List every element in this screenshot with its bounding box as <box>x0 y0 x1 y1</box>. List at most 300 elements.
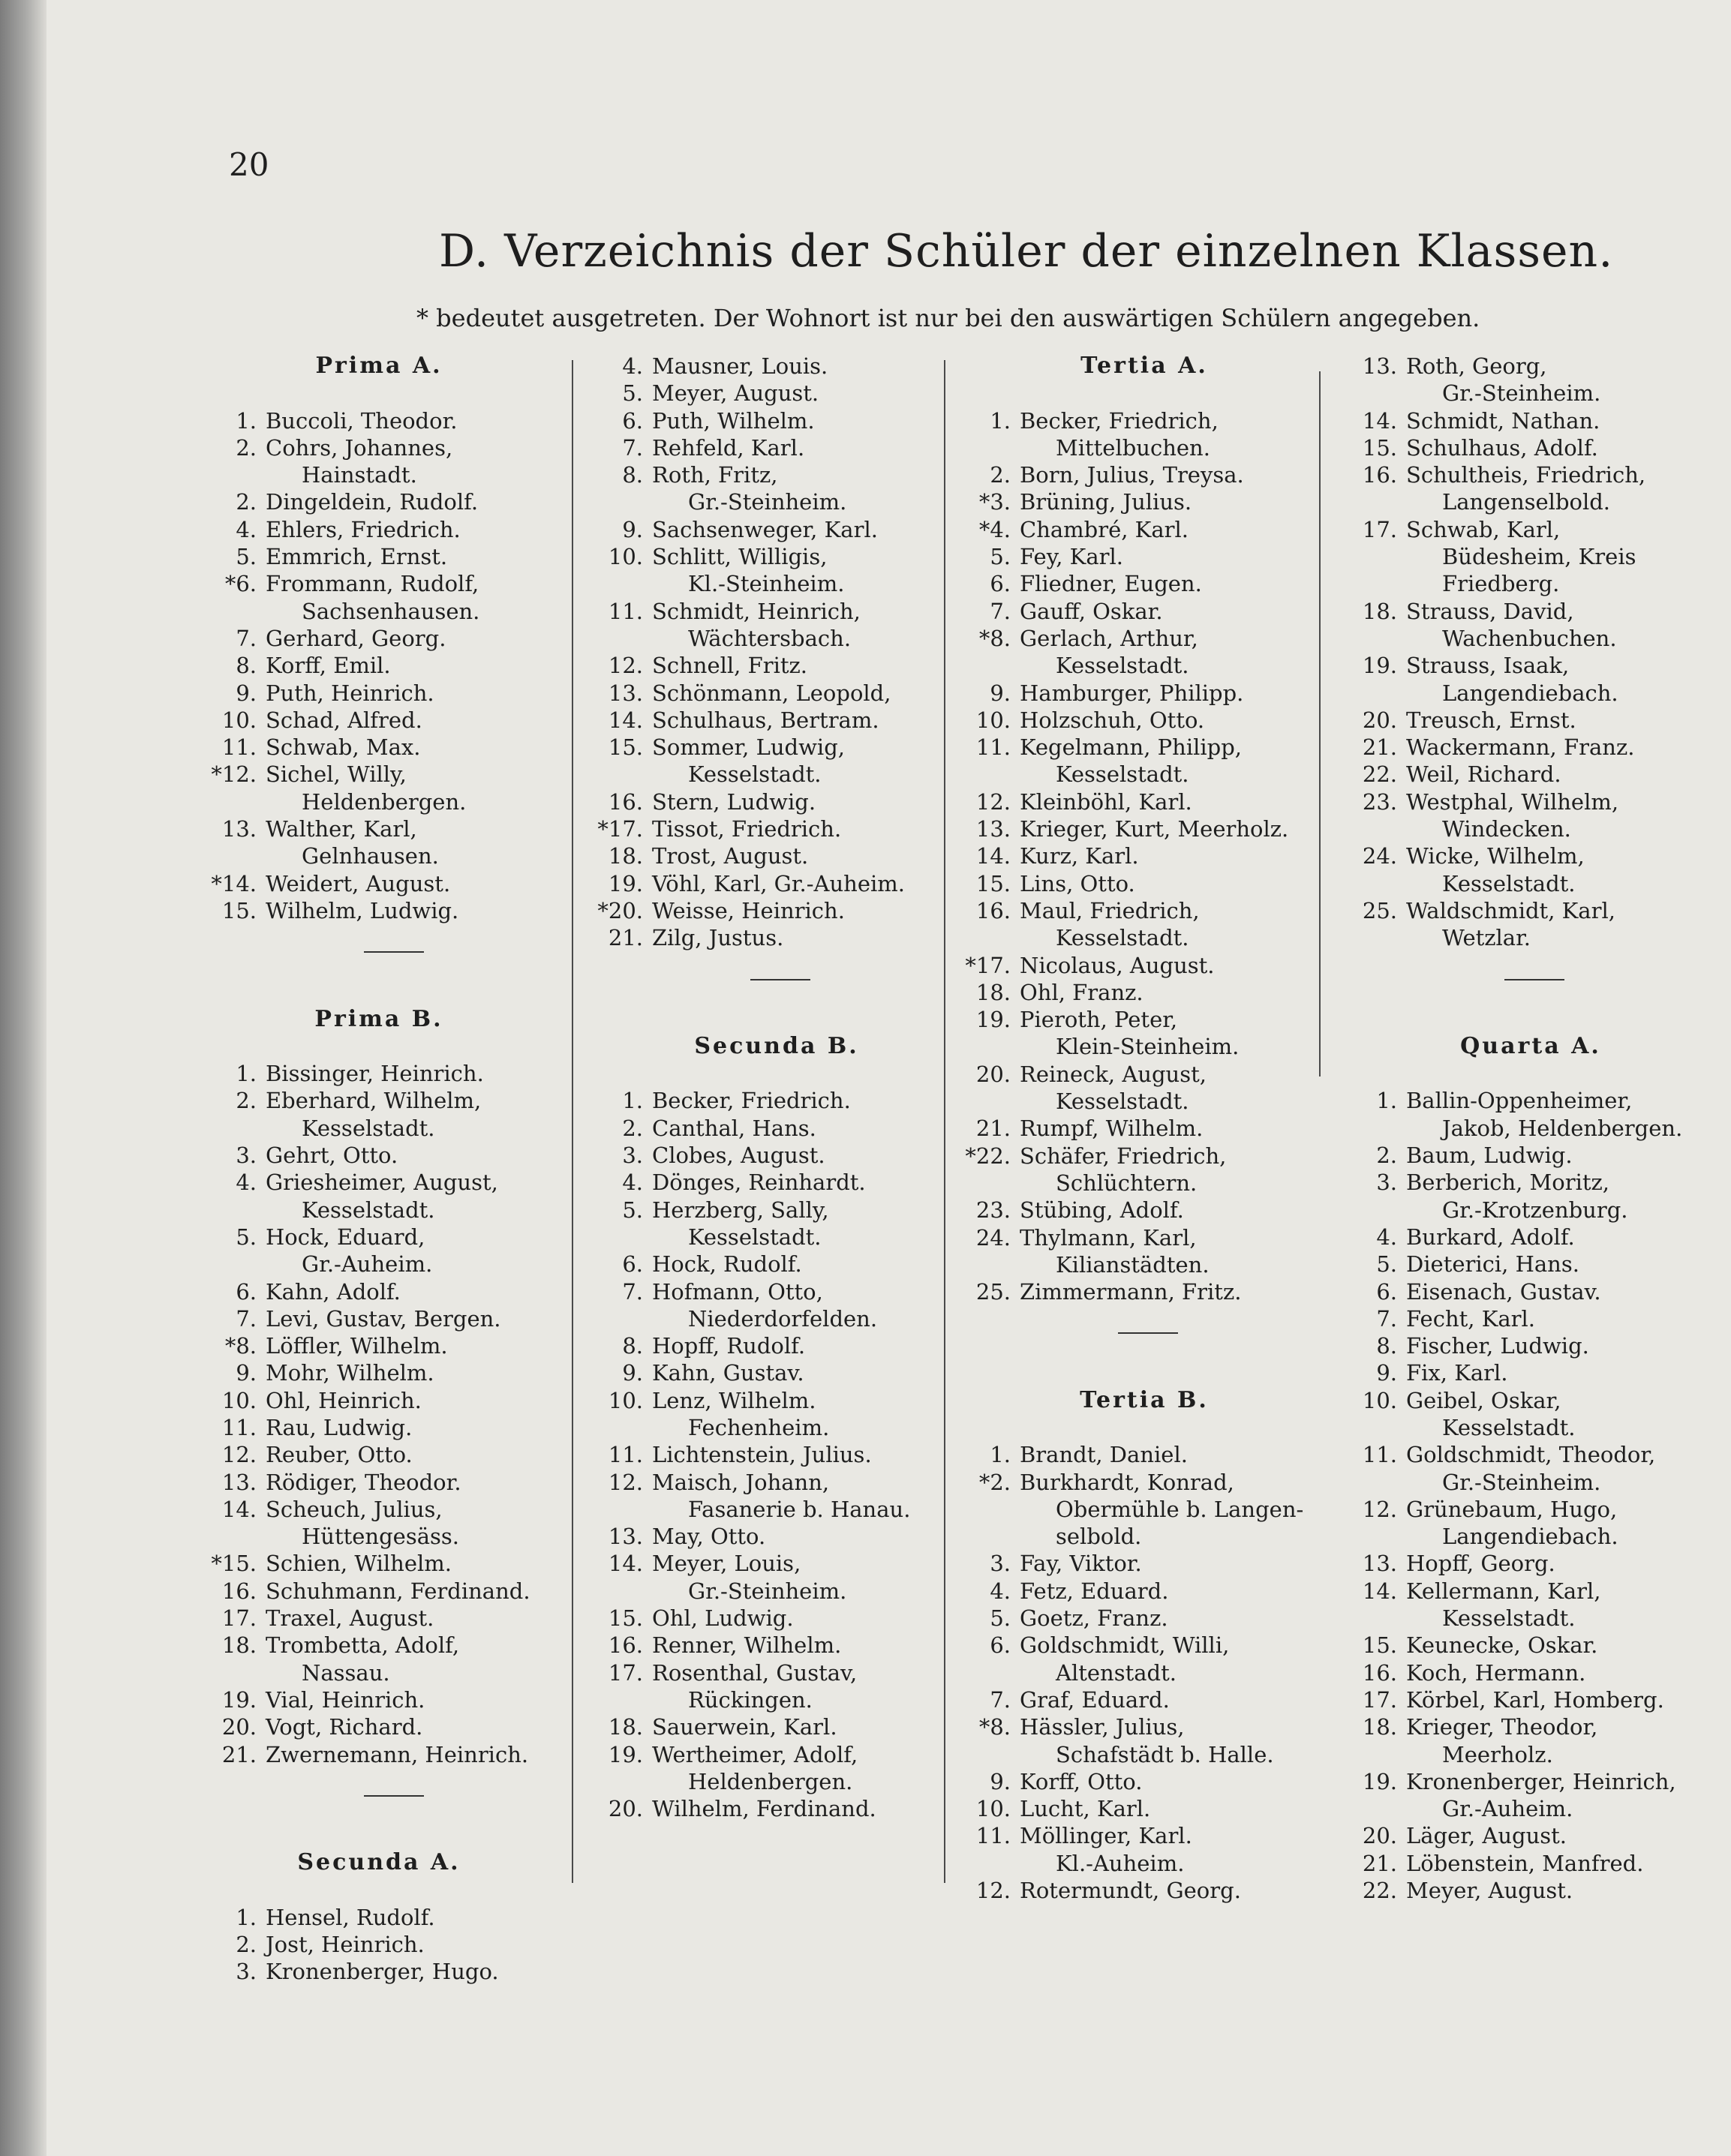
student-name: Gerhard, Georg. <box>266 625 446 651</box>
student-entry <box>203 543 555 570</box>
student-number: *8. <box>224 1333 257 1359</box>
student-number: 12. <box>975 788 1011 815</box>
student-number: 10. <box>975 1796 1011 1822</box>
student-number: *17. <box>597 816 643 842</box>
student-number: 11. <box>608 598 643 624</box>
student-entry <box>203 1060 555 1087</box>
student-name: Strauss, David, <box>1406 598 1574 624</box>
student-number: 21. <box>1362 734 1397 761</box>
student-residence: Kesselstadt. <box>1056 925 1189 951</box>
student-number: 1. <box>990 1442 1011 1468</box>
student-number: 1. <box>236 1904 257 1930</box>
student-residence: Sachsenhausen. <box>302 598 480 624</box>
student-entry <box>957 1632 1309 1686</box>
student-name: Rosenthal, Gustav, <box>652 1659 858 1686</box>
student-name: Reineck, August, <box>1020 1061 1207 1087</box>
student-residence: Nassau. <box>302 1659 390 1686</box>
student-number: 9. <box>622 516 643 542</box>
student-number: 10. <box>221 707 257 733</box>
student-entry <box>203 1931 555 1958</box>
student-entry <box>957 979 1309 1006</box>
student-number: 19. <box>1362 653 1397 679</box>
student-residence: Kilianstädten. <box>1056 1251 1210 1278</box>
student-entry <box>203 652 555 679</box>
student-entry <box>957 1006 1309 1061</box>
student-name: Vöhl, Karl, Gr.-Auheim. <box>652 870 905 896</box>
student-name: Puth, Wilhelm. <box>652 407 815 434</box>
student-number: 13. <box>608 680 643 706</box>
student-number: 9. <box>990 1768 1011 1794</box>
column-3 <box>957 353 1309 1904</box>
student-name: Thylmann, Karl, <box>1020 1224 1197 1251</box>
student-entry <box>589 1278 942 1333</box>
column-separator <box>944 360 945 1883</box>
student-residence: Langendiebach. <box>1442 680 1618 706</box>
student-number: 4. <box>236 1170 257 1196</box>
student-name: Rau, Ludwig. <box>266 1414 413 1440</box>
column-separator <box>572 360 573 1883</box>
student-entry <box>203 1305 555 1332</box>
student-name: Jost, Heinrich. <box>266 1932 425 1958</box>
student-residence: Obermühle b. Langen- <box>1056 1496 1304 1522</box>
student-entry <box>957 1605 1309 1632</box>
student-number: 1. <box>1376 1088 1397 1114</box>
student-name: Fecht, Karl. <box>1406 1305 1536 1332</box>
student-residence: Hainstadt. <box>302 462 417 488</box>
student-name: Maisch, Johann, <box>652 1469 830 1495</box>
student-name: Vial, Heinrich. <box>266 1686 425 1713</box>
class-section <box>203 1849 555 1985</box>
student-entry <box>957 488 1309 515</box>
student-name: Hässler, Julius, <box>1020 1714 1185 1740</box>
student-number: 18. <box>608 843 643 869</box>
student-entry <box>1343 1550 1696 1577</box>
student-name: Weil, Richard. <box>1406 761 1561 788</box>
student-number: 13. <box>1362 353 1397 379</box>
student-entry <box>589 434 942 461</box>
class-heading: Prima B. <box>314 1005 443 1032</box>
student-name: Strauss, Isaak, <box>1406 653 1570 679</box>
student-number: 1. <box>236 407 257 434</box>
student-residence: Gr.-Auheim. <box>1442 1796 1573 1822</box>
student-entry <box>203 761 555 815</box>
student-name: Dönges, Reinhardt. <box>652 1170 866 1196</box>
student-entry <box>957 1224 1309 1279</box>
student-name: Traxel, August. <box>266 1605 434 1632</box>
student-number: 13. <box>1362 1551 1397 1577</box>
student-entry <box>957 1686 1309 1713</box>
student-entry <box>589 870 942 897</box>
student-entry <box>589 516 942 543</box>
student-name: Körbel, Karl, Homberg. <box>1406 1686 1664 1713</box>
student-entry <box>957 952 1309 979</box>
student-entry <box>1343 1632 1696 1659</box>
student-name: Goldschmidt, Theodor, <box>1406 1442 1656 1468</box>
student-residence: Wächtersbach. <box>688 625 852 651</box>
column-separator <box>1319 371 1321 1076</box>
section-divider <box>589 965 942 992</box>
student-name: Gauff, Oskar. <box>1020 598 1163 624</box>
student-name: Puth, Heinrich. <box>266 680 434 706</box>
student-number: 16. <box>608 1632 643 1659</box>
student-name: Meyer, August. <box>652 380 819 407</box>
student-number: 2. <box>236 434 257 461</box>
student-entry <box>203 1605 555 1632</box>
section-divider <box>957 1319 1309 1346</box>
student-number: 20. <box>1362 1823 1397 1849</box>
student-number: 1. <box>990 407 1011 434</box>
student-residence: Gelnhausen. <box>302 843 439 869</box>
student-name: Berberich, Moritz, <box>1406 1170 1609 1196</box>
student-number: 21. <box>1362 1850 1397 1876</box>
student-residence: Gr.-Krotzenburg. <box>1442 1197 1628 1223</box>
student-residence: Kesselstadt. <box>1442 1605 1576 1632</box>
page-subtitle: * bedeutet ausgetreten. Der Wohnort ist nur bei den auswärtigen Schülern angegeben. <box>416 304 1480 332</box>
student-name: Meyer, August. <box>1406 1878 1573 1904</box>
student-number: 2. <box>1376 1143 1397 1169</box>
student-name: Rödiger, Theodor. <box>266 1469 461 1495</box>
student-name: Schulhaus, Adolf. <box>1406 434 1598 461</box>
student-entry <box>1343 516 1696 598</box>
student-residence: Klein-Steinheim. <box>1056 1034 1240 1060</box>
student-name: Sauerwein, Karl. <box>652 1714 837 1740</box>
student-entry <box>1343 1877 1696 1904</box>
student-residence: Schlüchtern. <box>1056 1170 1198 1196</box>
student-name: Schwab, Max. <box>266 734 421 761</box>
student-entry <box>957 870 1309 897</box>
scan-edge <box>0 0 47 2156</box>
student-entry <box>589 1115 942 1142</box>
student-entry <box>957 625 1309 680</box>
student-name: Baum, Ludwig. <box>1406 1143 1573 1169</box>
student-entry <box>1343 652 1696 707</box>
student-number: 8. <box>1376 1333 1397 1359</box>
student-entry <box>589 407 942 434</box>
section-divider <box>203 938 555 965</box>
student-number: 4. <box>1376 1224 1397 1250</box>
student-name: Hopff, Georg. <box>1406 1551 1555 1577</box>
student-entry <box>1343 1169 1696 1224</box>
student-name: Cohrs, Johannes, <box>266 434 453 461</box>
student-number: 5. <box>622 380 643 407</box>
class-heading: Secunda A. <box>297 1849 461 1876</box>
student-entry <box>957 842 1309 869</box>
student-entry <box>957 1441 1309 1468</box>
student-name: Kronenberger, Hugo. <box>266 1959 499 1985</box>
student-number: 19. <box>1362 1768 1397 1794</box>
student-name: Becker, Friedrich, <box>1020 407 1219 434</box>
student-entry <box>203 870 555 897</box>
student-entry <box>203 407 555 434</box>
student-entry <box>1343 1278 1696 1305</box>
student-entry <box>589 1659 942 1714</box>
student-number: 25. <box>1362 897 1397 923</box>
student-number: 2. <box>236 1932 257 1958</box>
student-entry <box>203 734 555 761</box>
student-residence: Kesselstadt. <box>688 1224 822 1250</box>
student-entry <box>589 1469 942 1524</box>
student-entry <box>589 1087 942 1114</box>
student-residence: Kesselstadt. <box>302 1115 435 1141</box>
student-entry <box>1343 1387 1696 1442</box>
student-name: Westphal, Wilhelm, <box>1406 788 1619 815</box>
student-number: 7. <box>622 1278 643 1305</box>
student-residence: Gr.-Steinheim. <box>1442 380 1601 407</box>
student-entry <box>203 1904 555 1931</box>
class-heading: Quarta A. <box>1460 1032 1601 1059</box>
student-name: Korff, Emil. <box>266 653 391 679</box>
student-number: 16. <box>608 788 643 815</box>
student-number: 13. <box>221 1469 257 1495</box>
student-number: 10. <box>608 544 643 570</box>
student-residence: Heldenbergen. <box>688 1768 853 1794</box>
student-name: Goetz, Franz. <box>1020 1605 1168 1632</box>
student-entry <box>203 1578 555 1605</box>
student-number: 9. <box>236 1360 257 1386</box>
student-name: Stern, Ludwig. <box>652 788 816 815</box>
student-name: Holzschuh, Otto. <box>1020 707 1205 733</box>
student-name: Dingeldein, Rudolf. <box>266 489 479 515</box>
student-number: 18. <box>608 1714 643 1740</box>
student-entry <box>1343 1822 1696 1849</box>
student-name: Löbenstein, Manfred. <box>1406 1850 1644 1876</box>
student-entry <box>589 1605 942 1632</box>
class-section <box>957 1387 1309 1905</box>
student-name: Sichel, Willy, <box>266 761 407 788</box>
student-residence: Heldenbergen. <box>302 788 467 815</box>
student-entry <box>203 707 555 734</box>
student-name: Rehfeld, Karl. <box>652 434 805 461</box>
student-entry <box>957 897 1309 952</box>
student-name: Hofmann, Otto, <box>652 1278 823 1305</box>
student-entry <box>203 1686 555 1713</box>
student-number: 11. <box>221 734 257 761</box>
student-entry <box>957 707 1309 734</box>
student-entry <box>203 1332 555 1359</box>
student-entry <box>203 1632 555 1686</box>
student-name: Möllinger, Karl. <box>1020 1823 1192 1849</box>
student-residence: Kl.-Steinheim. <box>688 571 845 597</box>
student-entry <box>589 924 942 951</box>
class-section <box>589 1033 942 1823</box>
student-entry <box>1343 1087 1696 1142</box>
student-number: 7. <box>990 1686 1011 1713</box>
student-entry <box>957 1578 1309 1605</box>
student-entry <box>589 1169 942 1196</box>
student-entry <box>957 570 1309 597</box>
student-name: Burkard, Adolf. <box>1406 1224 1575 1250</box>
student-name: Lichtenstein, Julius. <box>652 1442 872 1468</box>
student-residence: Kesselstadt. <box>1056 1089 1189 1115</box>
class-section <box>1343 1033 1696 1905</box>
class-heading: Tertia B. <box>1080 1386 1209 1413</box>
student-number: 21. <box>608 925 643 951</box>
student-name: Kronenberger, Heinrich, <box>1406 1768 1676 1794</box>
student-entry <box>957 1278 1309 1305</box>
student-residence: Wachenbuchen. <box>1442 625 1617 651</box>
student-name: Dieterici, Hans. <box>1406 1251 1579 1278</box>
student-number: *6. <box>224 571 257 597</box>
student-residence: Windecken. <box>1442 816 1571 842</box>
student-name: Kleinböhl, Karl. <box>1020 788 1192 815</box>
student-number: 19. <box>221 1686 257 1713</box>
student-name: Lins, Otto. <box>1020 870 1135 896</box>
student-name: Keunecke, Oskar. <box>1406 1632 1598 1659</box>
student-name: Scheuch, Julius, <box>266 1496 443 1522</box>
student-number: *8. <box>978 625 1011 651</box>
student-name: Kurz, Karl. <box>1020 843 1139 869</box>
student-entry <box>957 1713 1309 1768</box>
student-number: 12. <box>1362 1496 1397 1522</box>
student-entry <box>589 815 942 842</box>
student-number: 6. <box>990 1632 1011 1659</box>
student-name: Hock, Rudolf. <box>652 1251 802 1278</box>
student-name: Kellermann, Karl, <box>1406 1578 1601 1604</box>
student-number: 5. <box>236 1224 257 1250</box>
student-name: Buccoli, Theodor. <box>266 407 458 434</box>
student-name: Wicke, Wilhelm, <box>1406 843 1585 869</box>
student-name: Gerlach, Arthur, <box>1020 625 1198 651</box>
class-heading: Tertia A. <box>1080 353 1208 379</box>
student-name: Becker, Friedrich. <box>652 1088 851 1114</box>
student-number: 6. <box>236 1278 257 1305</box>
student-name: Schultheis, Friedrich, <box>1406 462 1646 488</box>
student-entry <box>957 1143 1309 1197</box>
student-number: 20. <box>1362 707 1397 733</box>
student-entry <box>957 516 1309 543</box>
student-entry <box>1343 598 1696 653</box>
student-number: 5. <box>1376 1251 1397 1278</box>
student-number: 10. <box>608 1387 643 1413</box>
student-entry <box>589 652 942 679</box>
student-residence: Kesselstadt. <box>688 761 822 788</box>
student-residence: Fasanerie b. Hanau. <box>688 1496 911 1522</box>
student-name: Canthal, Hans. <box>652 1115 816 1141</box>
student-entry <box>203 488 555 515</box>
student-number: 16. <box>1362 1659 1397 1686</box>
student-name: Hopff, Rudolf. <box>652 1333 806 1359</box>
student-number: 13. <box>608 1524 643 1550</box>
student-name: Goldschmidt, Willi, <box>1020 1632 1230 1659</box>
section-divider <box>1343 965 1696 992</box>
student-number: 17. <box>1362 1686 1397 1713</box>
student-number: 24. <box>1362 843 1397 869</box>
page-number: 20 <box>229 146 269 183</box>
student-name: Nicolaus, August. <box>1020 952 1215 978</box>
student-number: 12. <box>608 1469 643 1495</box>
student-entry <box>203 1741 555 1768</box>
student-number: 7. <box>990 598 1011 624</box>
student-name: Schad, Alfred. <box>266 707 422 733</box>
student-entry <box>203 1713 555 1740</box>
student-number: 2. <box>990 462 1011 488</box>
student-name: Wackermann, Franz. <box>1406 734 1635 761</box>
student-entry <box>1343 1359 1696 1386</box>
student-entry <box>589 1550 942 1605</box>
student-number: 11. <box>975 1823 1011 1849</box>
student-entry <box>1343 707 1696 734</box>
page-title: D. Verzeichnis der Schüler der einzelnen Klassen. <box>439 225 1614 278</box>
student-name: Sommer, Ludwig, <box>652 734 845 761</box>
student-entry <box>957 543 1309 570</box>
student-entry <box>957 815 1309 842</box>
student-entry <box>1343 1441 1696 1496</box>
student-entry <box>1343 1251 1696 1278</box>
student-number: 6. <box>622 407 643 434</box>
student-name: Rotermundt, Georg. <box>1020 1878 1241 1904</box>
class-section <box>1343 353 1696 952</box>
student-name: Fetz, Eduard. <box>1020 1578 1169 1604</box>
student-number: 5. <box>622 1197 643 1223</box>
student-entry <box>1343 434 1696 461</box>
student-name: Emmrich, Ernst. <box>266 544 448 570</box>
student-number: 24. <box>975 1224 1011 1251</box>
student-name: Schäfer, Friedrich, <box>1020 1143 1227 1169</box>
student-residence: Kesselstadt. <box>302 1197 435 1223</box>
student-number: *8. <box>978 1714 1011 1740</box>
student-name: Mausner, Louis. <box>652 353 828 379</box>
student-residence: Gr.-Steinheim. <box>1442 1469 1601 1495</box>
student-residence: Schafstädt b. Halle. <box>1056 1741 1274 1767</box>
student-entry <box>1343 761 1696 788</box>
student-entry <box>1343 842 1696 897</box>
student-residence: Wetzlar. <box>1442 925 1531 951</box>
student-entry <box>203 570 555 625</box>
student-name: Frommann, Rudolf, <box>266 571 479 597</box>
student-entry <box>1343 1224 1696 1251</box>
student-name: Ohl, Ludwig. <box>652 1605 794 1632</box>
student-entry <box>1343 1850 1696 1877</box>
student-name: Wilhelm, Ludwig. <box>266 897 459 923</box>
student-number: 19. <box>608 1741 643 1767</box>
student-residence: Meerholz. <box>1442 1741 1553 1767</box>
student-number: 11. <box>975 734 1011 761</box>
student-residence: Kesselstadt. <box>1442 1414 1576 1440</box>
student-entry <box>1343 734 1696 761</box>
student-entry <box>589 380 942 407</box>
student-number: 4. <box>990 1578 1011 1604</box>
student-name: Schmidt, Nathan. <box>1406 407 1600 434</box>
student-entry <box>957 788 1309 815</box>
student-name: Pieroth, Peter, <box>1020 1007 1178 1033</box>
student-number: 20. <box>608 1796 643 1822</box>
student-residence: Rückingen. <box>688 1686 813 1713</box>
student-number: 14. <box>221 1496 257 1522</box>
student-number: 6. <box>622 1251 643 1278</box>
student-number: 3. <box>236 1143 257 1169</box>
student-number: 3. <box>236 1959 257 1985</box>
student-residence: Langenselbold. <box>1442 489 1611 515</box>
student-number: *14. <box>211 870 257 896</box>
student-entry <box>1343 1768 1696 1823</box>
student-entry <box>203 1224 555 1278</box>
student-name: Meyer, Louis, <box>652 1551 801 1577</box>
student-name: Ehlers, Friedrich. <box>266 516 461 542</box>
student-entry <box>1343 1305 1696 1332</box>
column-2 <box>589 353 942 1822</box>
student-number: 4. <box>236 516 257 542</box>
student-entry <box>957 1469 1309 1551</box>
student-number: 10. <box>1362 1387 1397 1413</box>
student-number: 9. <box>622 1360 643 1386</box>
student-name: Ohl, Franz. <box>1020 979 1143 1005</box>
student-entry <box>1343 353 1696 407</box>
student-entry <box>957 734 1309 788</box>
student-entry <box>1343 1659 1696 1686</box>
student-entry <box>589 461 942 516</box>
student-name: Krieger, Theodor, <box>1406 1714 1598 1740</box>
student-number: 5. <box>236 544 257 570</box>
